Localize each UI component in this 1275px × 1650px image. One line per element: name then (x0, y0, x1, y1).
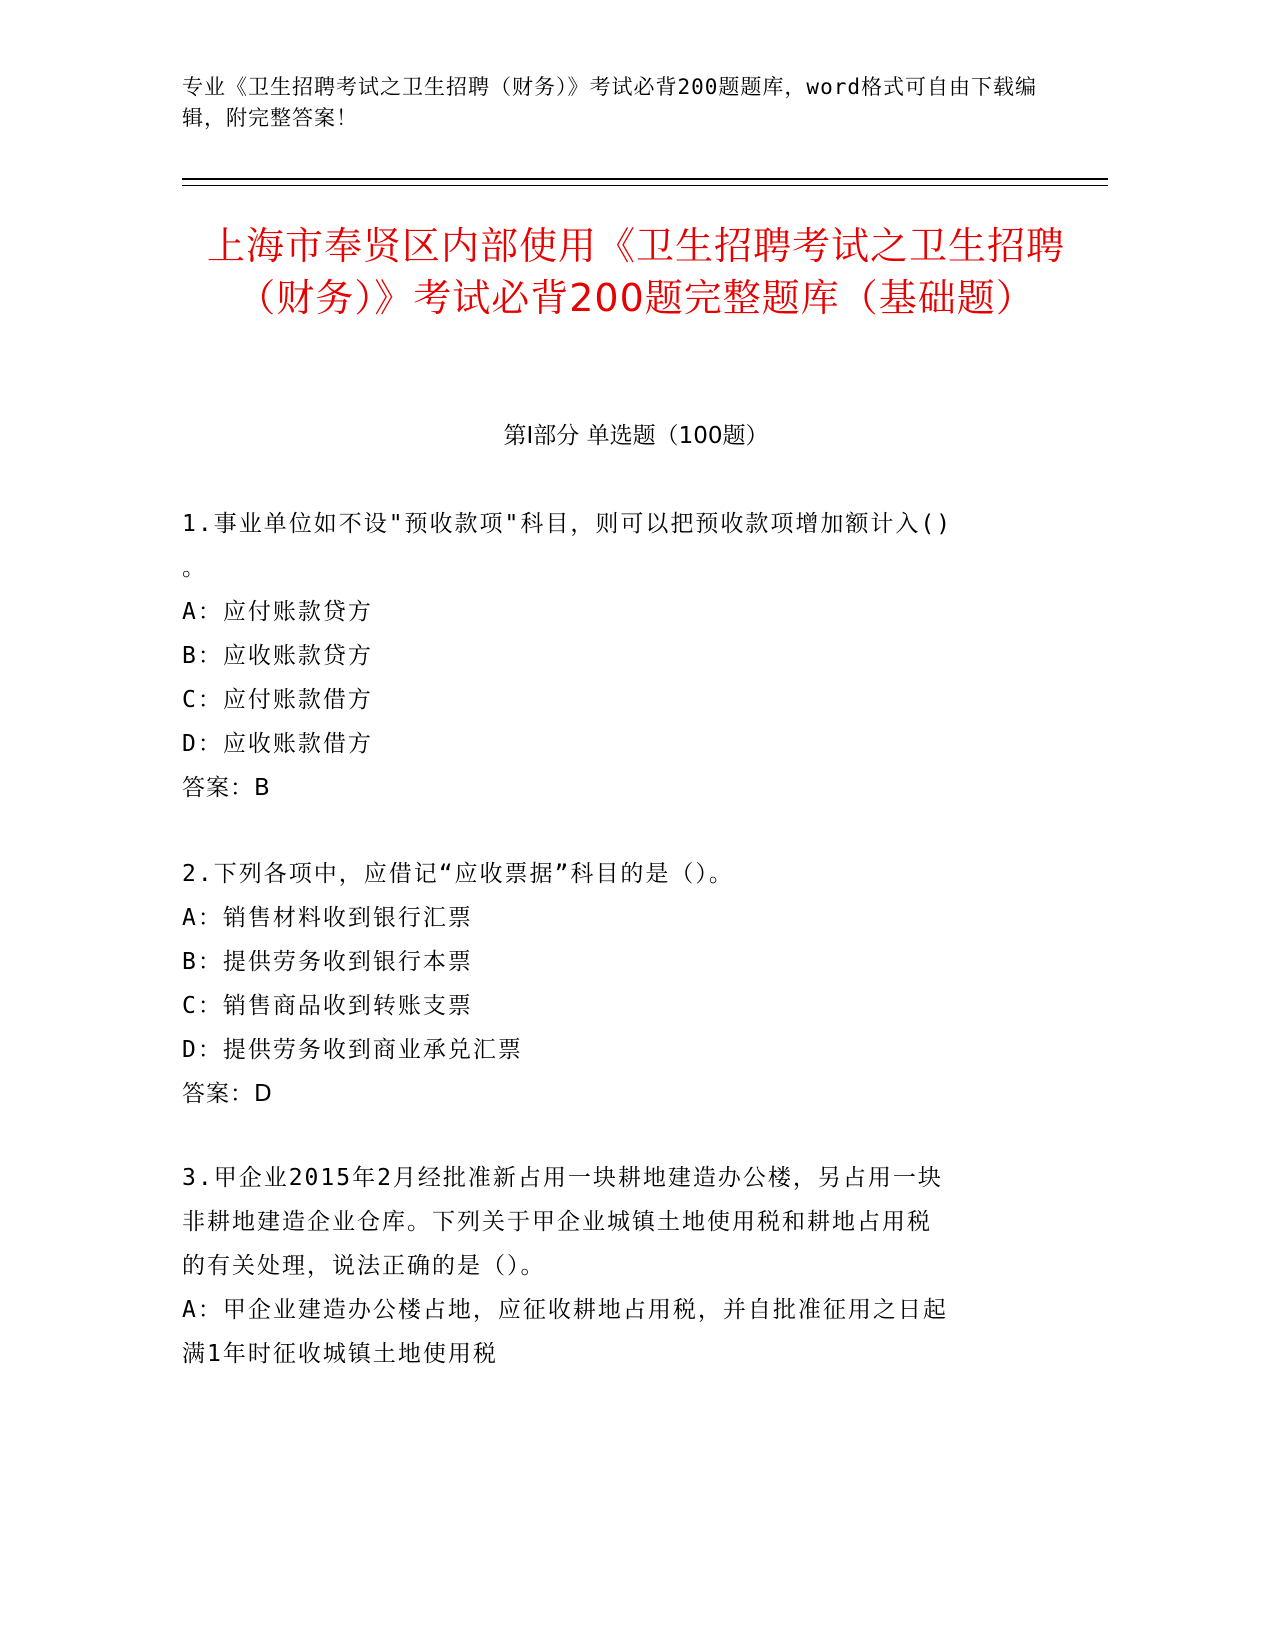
question-stem: 1.事业单位如不设"预收款项"科目，则可以把预收款项增加额计入() (182, 511, 953, 537)
header-rule-thin (182, 185, 1108, 186)
document-title: 上海市奉贤区内部使用《卫生招聘考试之卫生招聘（财务）》考试必背200题完整题库（基础题） (206, 224, 1065, 320)
answer: 答案：D (182, 1081, 273, 1107)
option-b: B：提供劳务收到银行本票 (182, 949, 473, 975)
question-stem: 非耕地建造企业仓库。下列关于甲企业城镇土地使用税和耕地占用税 (182, 1209, 932, 1235)
answer: 答案：B (182, 775, 271, 801)
option-a: A：应付账款贷方 (182, 599, 373, 625)
question-stem: 。 (182, 555, 207, 581)
option-a: A：甲企业建造办公楼占地，应征收耕地占用税，并自批准征用之日起 (182, 1297, 948, 1323)
header-note: 专业《卫生招聘考试之卫生招聘（财务）》考试必背200题题库，word格式可自由下载编辑，附完整答案！ (182, 75, 1037, 130)
option-a: 满1年时征收城镇土地使用税 (182, 1341, 498, 1367)
question-2 (182, 852, 1062, 1116)
question-1 (182, 502, 1062, 810)
option-c: C：销售商品收到转账支票 (182, 993, 473, 1019)
option-c: C：应付账款借方 (182, 687, 373, 713)
question-stem: 3.甲企业2015年2月经批准新占用一块耕地建造办公楼，另占用一块 (182, 1165, 943, 1191)
question-stem: 的有关处理，说法正确的是（）。 (182, 1253, 546, 1279)
header-rule-thick (182, 178, 1108, 180)
question-3 (182, 1156, 1062, 1376)
option-a: A：销售材料收到银行汇票 (182, 905, 473, 931)
section-heading: 第I部分 单选题（100题） (503, 423, 769, 449)
option-b: B：应收账款贷方 (182, 643, 373, 669)
option-d: D：提供劳务收到商业承兑汇票 (182, 1037, 523, 1063)
option-d: D：应收账款借方 (182, 731, 373, 757)
question-stem: 2.下列各项中，应借记“应收票据”科目的是（）。 (182, 861, 734, 887)
